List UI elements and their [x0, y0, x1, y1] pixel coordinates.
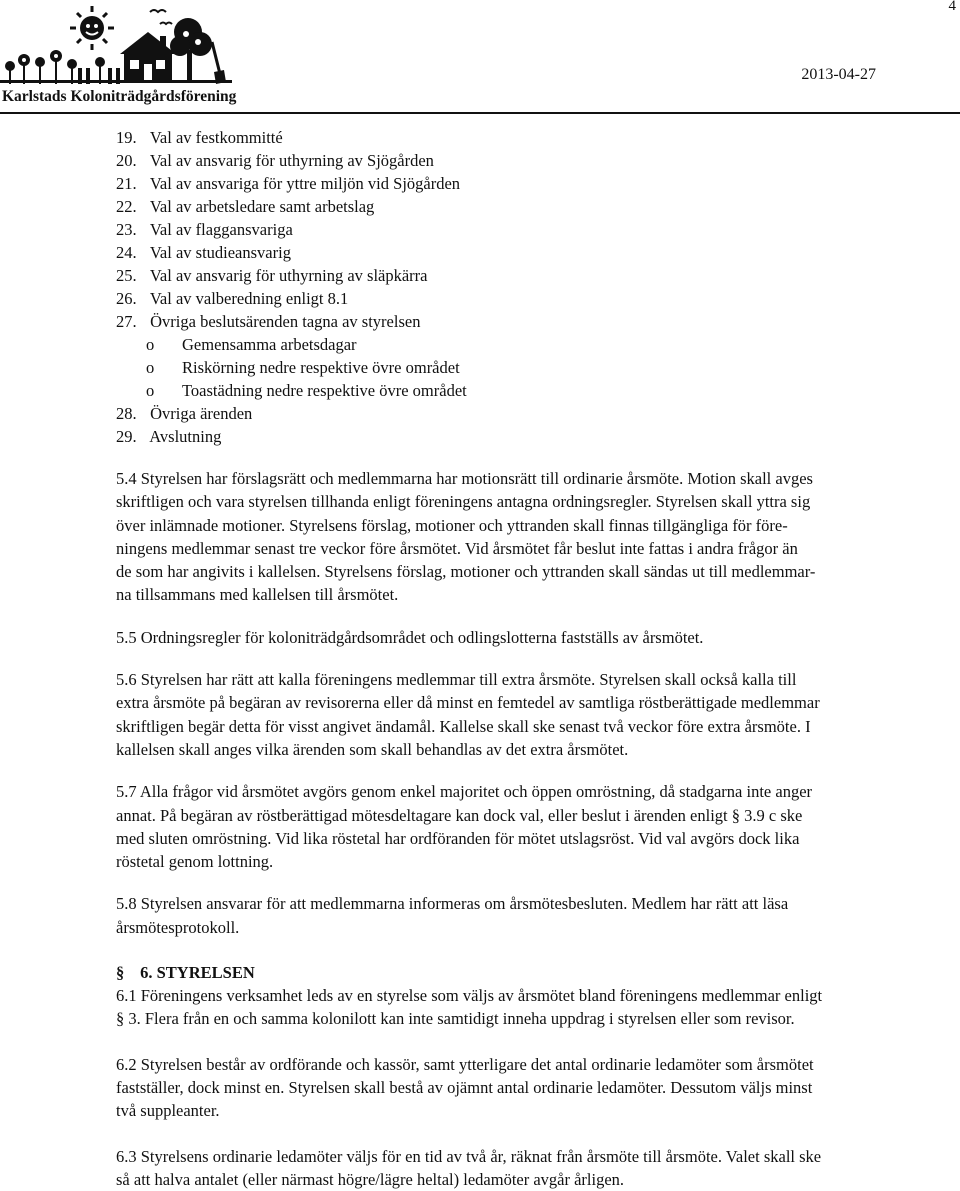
page-header: [0, 0, 960, 114]
paragraph-6-2: 6.2 Styrelsen består av ordförande och kassör, samt ytterligare det antal ordinarie ledamöter som årsmötet fastställer, dock minst en. Styrelsen skall bestå av ojämnt antal ordinarie ledamöter. Dessutom väljs minst två suppleanter.: [116, 1054, 814, 1121]
agenda-item: 21. Val av ansvariga för yttre miljön vid Sjögården: [116, 174, 461, 193]
agenda-item: 22. Val av arbetsledare samt arbetslag: [116, 197, 375, 216]
document-body: [116, 126, 956, 1191]
agenda-item: 29. Avslutning: [116, 427, 222, 446]
agenda-item: 23. Val av flaggansvariga: [116, 220, 293, 239]
agenda-sub-item: o Gemensamma arbetsdagar: [116, 333, 956, 356]
paragraph-5-4: 5.4 Styrelsen har förslagsrätt och medlemmarna har motionsrätt till ordinarie årsmöte. Motion skall avges skriftligen och vara styrelsen tillhanda enligt föreningens antagna ordningsregler. Styrelsen skall yttra sig över inlämnade motioner. Styrelsens förslag, motioner och yttranden skall finnas tillgängliga för före- ningens medlemmar senast tre veckor före årsmötet. Vid årsmötet får beslut inte fattas i andra frågor än de som har angivits i kallelsen. Styrelsens förslag, motioner och yttranden skall sändas ut till medlemmar- na tillsammans med kallelsen till årsmötet.: [116, 469, 816, 605]
agenda-item: 27. Övriga beslutsärenden tagna av styrelsen: [116, 312, 421, 331]
agenda-list: [116, 126, 956, 448]
paragraph-6-3: 6.3 Styrelsens ordinarie ledamöter väljs för en tid av två år, räknat från årsmöte till årsmöte. Valet skall ske så att halva antalet (eller närmast högre/lägre heltal) ledamöter avgår årligen.: [116, 1146, 822, 1189]
paragraph-5-5: 5.5 Ordningsregler för koloniträdgårdsområdet och odlingslotterna fastställs av årsmötet.: [116, 627, 704, 647]
agenda-item: 19. Val av festkommitté: [116, 128, 283, 147]
paragraph-6-1: 6.1 Föreningens verksamhet leds av en styrelse som väljs av årsmötet bland föreningens medlemmar enligt § 3. Flera från en och samma kolonilott kan inte samtidigt inneha uppdrag i styrelsen eller som revisor.: [116, 986, 823, 1029]
paragraph-5-8: 5.8 Styrelsen ansvarar för att medlemmarna informeras om årsmötesbesluten. Medlem har rätt att läsa årsmötesprotokoll.: [116, 894, 789, 937]
organization-name: Karlstads Koloniträdgårdsförening: [2, 88, 237, 105]
paragraph-sign-icon: §: [116, 963, 125, 983]
agenda-sub-item: o Toastädning nedre respektive övre området: [116, 379, 956, 402]
agenda-item: 24. Val av studieansvarig: [116, 243, 291, 262]
paragraph-5-7: 5.7 Alla frågor vid årsmötet avgörs genom enkel majoritet och öppen omröstning, då stadgarna inte anger annat. På begäran av röstberättigad mötesdeltagare kan dock val, eller beslut i ärenden enligt § 3.9 c ske med sluten omröstning. Vid lika röstetal har ordföranden för mötet utslagsröst. Vid val avgörs dock lika röstetal genom lottning.: [116, 782, 813, 872]
page-number: 4: [948, 0, 956, 14]
garden-logo: [0, 2, 240, 88]
agenda-sub-item: o Riskörning nedre respektive övre området: [116, 356, 956, 379]
agenda-item: 28. Övriga ärenden: [116, 404, 253, 423]
agenda-item: 20. Val av ansvarig för uthyrning av Sjögården: [116, 151, 434, 170]
bullet-icon: o: [146, 381, 155, 400]
section-heading-6: § 6. STYRELSEN: [116, 963, 255, 983]
bullet-icon: o: [146, 358, 155, 377]
paragraph-5-6: 5.6 Styrelsen har rätt att kalla föreningens medlemmar till extra årsmöte. Styrelsen skall också kalla till extra årsmöte på begäran av revisorerna eller då minst en femtedel av samtliga röstberättigade medlemmar skriftligen begär detta för visst angivet ändamål. Kallelse skall ske senast två veckor före extra årsmöte. I kallelsen skall anges vilka ärenden som skall behandlas av det extra årsmötet.: [116, 670, 820, 759]
agenda-item: 26. Val av valberedning enligt 8.1: [116, 289, 349, 308]
document-date: 2013-04-27: [801, 66, 876, 83]
bullet-icon: o: [146, 335, 155, 354]
agenda-item: 25. Val av ansvarig för uthyrning av släpkärra: [116, 266, 428, 285]
